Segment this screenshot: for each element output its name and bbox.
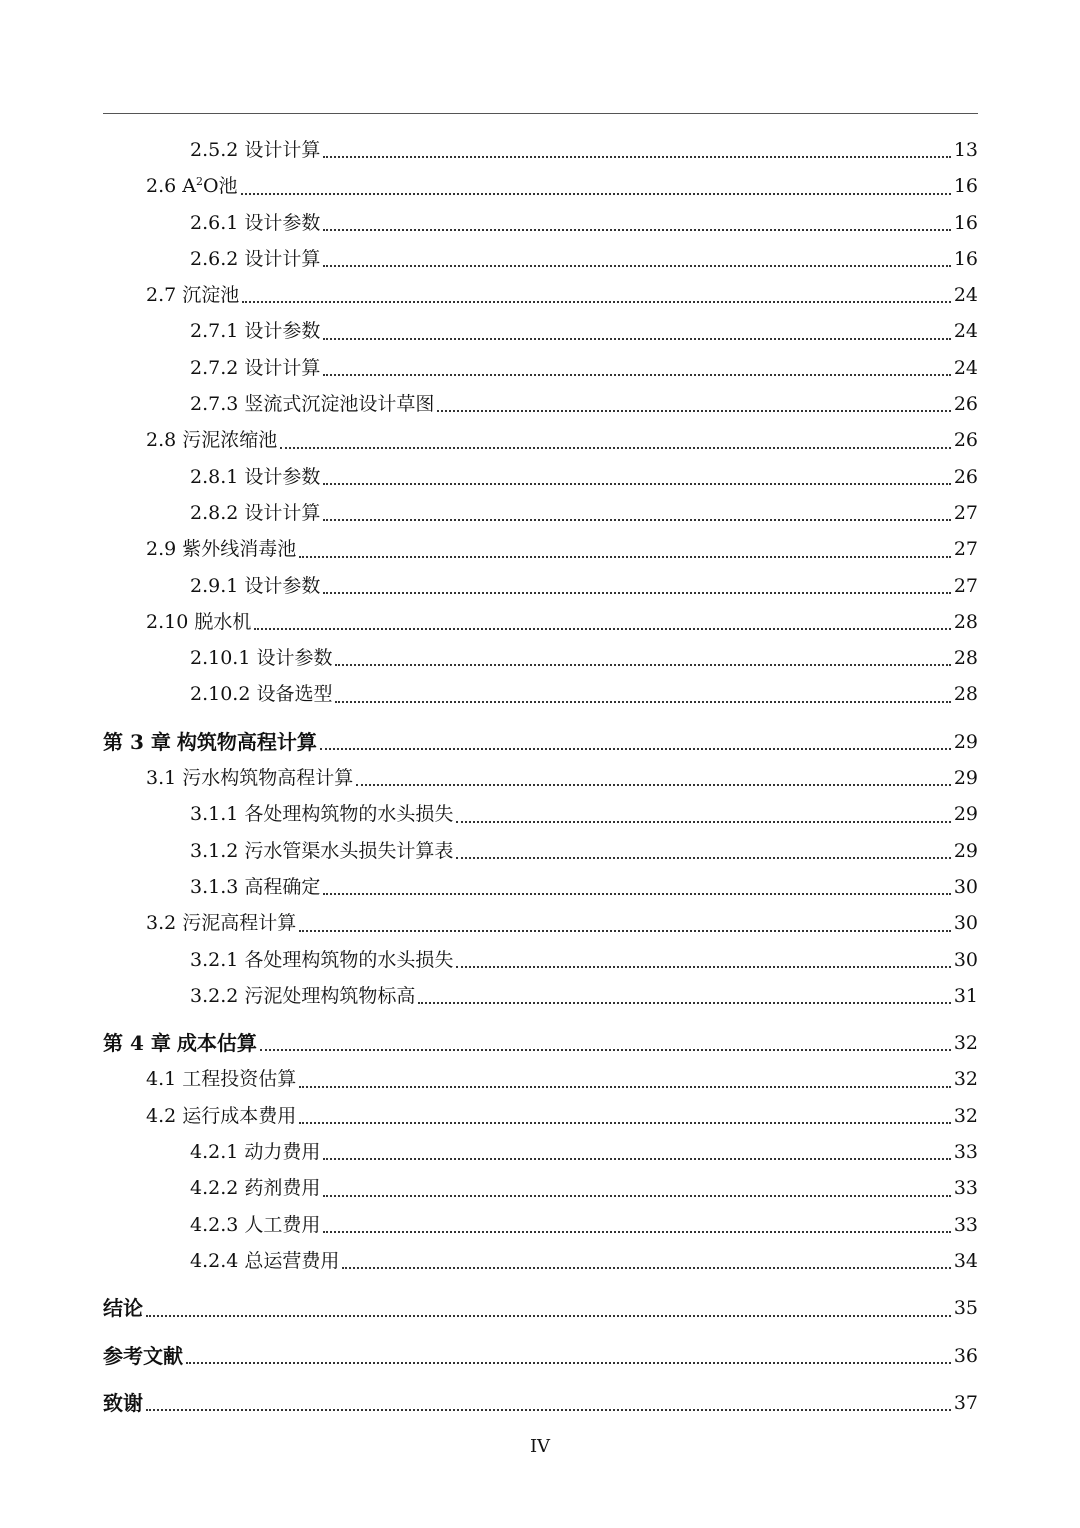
toc-entry-title: 各处理构筑物的水头损失 bbox=[244, 948, 454, 971]
toc-entry-label bbox=[190, 241, 320, 277]
toc-entry-page: 32 bbox=[953, 1068, 978, 1091]
toc-dot-leader bbox=[356, 784, 951, 786]
toc-entry-page: 26 bbox=[953, 393, 978, 416]
toc-dot-leader bbox=[323, 1231, 950, 1233]
toc-entry-number: 第 4 章 bbox=[103, 1031, 171, 1056]
toc-entry-number: 2.8.2 bbox=[190, 501, 239, 524]
toc-entry-title: 污泥高程计算 bbox=[182, 912, 297, 935]
toc-entry-number: 4.2.1 bbox=[190, 1141, 239, 1164]
toc-entry-number: 2.6.2 bbox=[190, 247, 239, 270]
toc-entry[interactable] bbox=[103, 676, 978, 712]
toc-entry[interactable] bbox=[103, 978, 978, 1014]
toc-entry[interactable] bbox=[103, 1061, 978, 1097]
toc-entry-title: 总运营费用 bbox=[244, 1249, 340, 1272]
toc-entry-page: 32 bbox=[953, 1032, 978, 1055]
toc-entry-label bbox=[190, 1134, 320, 1170]
toc-entry-page: 31 bbox=[953, 984, 978, 1007]
toc-entry-number: 3.1 bbox=[146, 767, 177, 790]
toc-entry-page: 28 bbox=[953, 610, 978, 633]
toc-entry-label bbox=[146, 760, 353, 796]
toc-entry-page: 24 bbox=[953, 320, 978, 343]
toc-entry[interactable] bbox=[103, 386, 978, 422]
toc-entry-label bbox=[190, 1207, 320, 1243]
toc-entry-number: 第 3 章 bbox=[103, 729, 171, 754]
toc-entry-label bbox=[190, 495, 320, 531]
toc-entry-label bbox=[190, 313, 320, 349]
toc-entry-label bbox=[146, 1061, 296, 1097]
toc-entry-label bbox=[146, 905, 296, 941]
toc-entry[interactable] bbox=[103, 132, 978, 168]
toc-dot-leader bbox=[323, 156, 950, 158]
toc-entry-title: 设计计算 bbox=[244, 139, 321, 161]
toc-dot-leader bbox=[335, 664, 950, 666]
toc-entry-page: 30 bbox=[953, 912, 978, 935]
toc-entry-title: 工程投资估算 bbox=[182, 1068, 297, 1091]
toc-entry-title: 设计参数 bbox=[244, 320, 321, 343]
toc-entry-number: 3.1.2 bbox=[190, 839, 239, 862]
toc-entry-title: 成本估算 bbox=[176, 1031, 257, 1056]
toc-entry[interactable] bbox=[103, 760, 978, 796]
toc-entry-page: 28 bbox=[953, 647, 978, 670]
toc-entry-title: 设计参数 bbox=[244, 465, 321, 488]
toc-entry-title: 构筑物高程计算 bbox=[176, 729, 317, 754]
toc-entry[interactable] bbox=[103, 1207, 978, 1243]
toc-entry[interactable] bbox=[103, 1290, 978, 1326]
toc-dot-leader bbox=[280, 447, 951, 449]
page-number: IV bbox=[529, 1436, 551, 1457]
toc-entry[interactable] bbox=[103, 1025, 978, 1061]
toc-entry-page: 27 bbox=[953, 501, 978, 524]
toc-entry-label bbox=[190, 568, 320, 604]
toc-entry[interactable] bbox=[103, 724, 978, 760]
toc-entry-label bbox=[190, 1243, 339, 1279]
toc-entry-number: 2.7 bbox=[146, 284, 177, 307]
toc-entry[interactable] bbox=[103, 905, 978, 941]
toc-entry-label bbox=[190, 978, 415, 1014]
toc-dot-leader bbox=[323, 374, 950, 376]
toc-entry[interactable] bbox=[103, 350, 978, 386]
toc-entry-title: 结论 bbox=[103, 1296, 143, 1321]
toc-entry[interactable] bbox=[103, 833, 978, 869]
toc-entry-label bbox=[146, 604, 251, 640]
toc-entry-title: 设计参数 bbox=[244, 211, 321, 234]
toc-dot-leader bbox=[254, 628, 950, 630]
toc-entry[interactable] bbox=[103, 459, 978, 495]
toc-dot-leader bbox=[323, 1195, 950, 1197]
toc-entry-label bbox=[103, 724, 317, 760]
toc-entry-number: 2.10 bbox=[146, 610, 189, 633]
toc-entry-label bbox=[190, 132, 320, 168]
toc-entry-page: 29 bbox=[953, 803, 978, 826]
toc-entry-label bbox=[146, 277, 239, 313]
toc-entry-page: 28 bbox=[953, 683, 978, 706]
toc-entry[interactable] bbox=[103, 313, 978, 349]
toc-entry-page: 26 bbox=[953, 429, 978, 452]
toc-entry-label bbox=[190, 1170, 320, 1206]
toc-entry-page: 29 bbox=[953, 730, 978, 753]
toc-entry[interactable] bbox=[103, 1338, 978, 1374]
toc-entry-title: 池 bbox=[218, 175, 238, 198]
toc-entry[interactable] bbox=[103, 241, 978, 277]
toc-entry-page: 16 bbox=[953, 247, 978, 270]
toc-entry-title: 设备选型 bbox=[256, 683, 333, 706]
toc-entry-number: 2.10.1 bbox=[190, 647, 251, 670]
toc-entry-number: 2.7.3 bbox=[190, 393, 239, 416]
toc-entry-label bbox=[190, 796, 453, 832]
toc-dot-leader bbox=[299, 1122, 951, 1124]
toc-entry-page: 33 bbox=[953, 1177, 978, 1200]
toc-entry-page: 29 bbox=[953, 767, 978, 790]
toc-entry-number: 4.2 bbox=[146, 1104, 177, 1127]
toc-entry-title: 污水构筑物高程计算 bbox=[182, 767, 354, 790]
toc-entry-label bbox=[190, 869, 320, 905]
toc-entry-number: 2.7.1 bbox=[190, 320, 239, 343]
toc-entry-label bbox=[190, 676, 332, 712]
toc-entry-label bbox=[190, 942, 453, 978]
toc-entry-page: 24 bbox=[953, 284, 978, 307]
toc-dot-leader bbox=[299, 556, 951, 558]
toc-entry-label bbox=[190, 459, 320, 495]
toc-entry-number: 2.9 bbox=[146, 538, 177, 561]
toc-entry-label bbox=[103, 1338, 183, 1374]
toc-dot-leader bbox=[342, 1267, 950, 1269]
toc-dot-leader bbox=[320, 748, 951, 750]
toc-entry-number: 2.6.1 bbox=[190, 211, 239, 234]
toc-entry-page: 33 bbox=[953, 1213, 978, 1236]
toc-dot-leader bbox=[437, 410, 950, 412]
toc-entry-label bbox=[190, 386, 434, 422]
toc-entry-formula-suffix: O bbox=[202, 175, 219, 198]
toc-entry-number: 4.1 bbox=[146, 1068, 177, 1091]
toc-entry-title: 污泥处理构筑物标高 bbox=[244, 984, 416, 1007]
toc-entry[interactable] bbox=[103, 531, 978, 567]
toc-entry-title: 人工费用 bbox=[244, 1213, 321, 1236]
toc-dot-leader bbox=[323, 265, 950, 267]
toc-entry-title: 沉淀池 bbox=[182, 284, 240, 307]
toc-entry-title: 运行成本费用 bbox=[182, 1104, 297, 1127]
toc-entry-label bbox=[103, 1025, 257, 1061]
toc-dot-leader bbox=[323, 338, 950, 340]
toc-entry-page: 24 bbox=[953, 356, 978, 379]
toc-dot-leader bbox=[456, 821, 950, 823]
toc-entry-page: 27 bbox=[953, 574, 978, 597]
toc-entry-page: 13 bbox=[953, 139, 978, 161]
table-of-contents bbox=[103, 132, 978, 1421]
toc-entry-label bbox=[146, 168, 238, 204]
toc-entry-page: 30 bbox=[953, 875, 978, 898]
toc-entry[interactable] bbox=[103, 1170, 978, 1206]
toc-entry-page: 34 bbox=[953, 1249, 978, 1272]
toc-entry-label bbox=[146, 1098, 296, 1134]
toc-entry-title: 设计参数 bbox=[244, 574, 321, 597]
toc-entry[interactable] bbox=[103, 495, 978, 531]
toc-entry-title: 致谢 bbox=[103, 1390, 143, 1415]
toc-entry-number: 2.7.2 bbox=[190, 356, 239, 379]
toc-entry-title: 脱水机 bbox=[194, 610, 252, 633]
toc-entry[interactable] bbox=[103, 796, 978, 832]
toc-dot-leader bbox=[323, 483, 950, 485]
toc-entry-title: 高程确定 bbox=[244, 875, 321, 898]
toc-entry[interactable] bbox=[103, 1243, 978, 1279]
toc-entry-page: 36 bbox=[953, 1344, 978, 1367]
toc-entry-title: 竖流式沉淀池设计草图 bbox=[244, 393, 435, 416]
toc-entry-label bbox=[190, 640, 332, 676]
toc-dot-leader bbox=[146, 1315, 951, 1317]
toc-dot-leader bbox=[323, 519, 950, 521]
toc-entry-label bbox=[103, 1385, 143, 1421]
toc-entry-number: 3.1.3 bbox=[190, 875, 239, 898]
toc-entry-number: 4.2.3 bbox=[190, 1213, 239, 1236]
toc-entry-title: 紫外线消毒池 bbox=[182, 538, 297, 561]
toc-entry-page: 27 bbox=[953, 538, 978, 561]
toc-entry-title: 污泥浓缩池 bbox=[182, 429, 278, 452]
toc-entry-number: 3.2.1 bbox=[190, 948, 239, 971]
toc-dot-leader bbox=[323, 229, 950, 231]
toc-entry-title: 设计计算 bbox=[244, 247, 321, 270]
toc-entry[interactable] bbox=[103, 568, 978, 604]
toc-entry-title: 参考文献 bbox=[103, 1343, 183, 1368]
toc-dot-leader bbox=[260, 1049, 951, 1051]
toc-entry-page: 26 bbox=[953, 465, 978, 488]
toc-entry-label bbox=[190, 833, 453, 869]
toc-entry-formula-superscript: 2 bbox=[195, 175, 203, 189]
toc-dot-leader bbox=[323, 893, 950, 895]
toc-dot-leader bbox=[242, 301, 951, 303]
toc-entry-number: 3.2 bbox=[146, 912, 177, 935]
toc-entry-title: 药剂费用 bbox=[244, 1177, 321, 1200]
toc-entry-number: 2.6 bbox=[146, 175, 177, 198]
toc-entry-page: 16 bbox=[953, 211, 978, 234]
toc-entry-number: 4.2.2 bbox=[190, 1177, 239, 1200]
toc-entry-page: 29 bbox=[953, 839, 978, 862]
toc-dot-leader bbox=[335, 701, 950, 703]
toc-dot-leader bbox=[241, 193, 951, 195]
header-rule bbox=[103, 113, 978, 114]
toc-dot-leader bbox=[186, 1362, 951, 1364]
toc-entry-page: 35 bbox=[953, 1297, 978, 1320]
toc-entry-number: 2.8 bbox=[146, 429, 177, 452]
toc-entry-page: 32 bbox=[953, 1104, 978, 1127]
toc-entry[interactable] bbox=[103, 1098, 978, 1134]
toc-dot-leader bbox=[456, 857, 950, 859]
toc-dot-leader bbox=[323, 1158, 950, 1160]
toc-dot-leader bbox=[456, 966, 950, 968]
toc-dot-leader bbox=[323, 592, 950, 594]
toc-entry-title: 污水管渠水头损失计算表 bbox=[244, 839, 454, 862]
toc-entry[interactable] bbox=[103, 205, 978, 241]
toc-entry-number: 2.10.2 bbox=[190, 683, 251, 706]
toc-entry-number: 3.2.2 bbox=[190, 984, 239, 1007]
toc-entry-number: 2.8.1 bbox=[190, 465, 239, 488]
toc-entry-number: 4.2.4 bbox=[190, 1249, 239, 1272]
toc-entry-label bbox=[190, 205, 320, 241]
toc-entry[interactable] bbox=[103, 640, 978, 676]
toc-dot-leader bbox=[299, 930, 951, 932]
toc-entry-page: 30 bbox=[953, 948, 978, 971]
toc-entry-title: 动力费用 bbox=[244, 1141, 321, 1164]
toc-entry-page: 16 bbox=[953, 175, 978, 198]
toc-entry[interactable] bbox=[103, 1385, 978, 1421]
toc-entry-label bbox=[146, 531, 296, 567]
toc-entry-number: 2.5.2 bbox=[190, 139, 239, 161]
toc-entry-title: 设计计算 bbox=[244, 356, 321, 379]
toc-entry-page: 33 bbox=[953, 1141, 978, 1164]
toc-entry-label bbox=[146, 422, 277, 458]
toc-entry-number: 2.9.1 bbox=[190, 574, 239, 597]
toc-entry-formula-prefix: A bbox=[182, 175, 196, 198]
toc-dot-leader bbox=[418, 1002, 950, 1004]
toc-entry-title: 各处理构筑物的水头损失 bbox=[244, 803, 454, 826]
toc-dot-leader bbox=[146, 1409, 951, 1411]
toc-entry[interactable] bbox=[103, 277, 978, 313]
toc-entry[interactable] bbox=[103, 604, 978, 640]
toc-entry-title: 设计参数 bbox=[256, 647, 333, 670]
toc-entry[interactable] bbox=[103, 168, 978, 204]
toc-entry-title: 设计计算 bbox=[244, 501, 321, 524]
toc-entry[interactable] bbox=[103, 869, 978, 905]
toc-entry[interactable] bbox=[103, 942, 978, 978]
toc-entry-number: 3.1.1 bbox=[190, 803, 239, 826]
toc-entry-label bbox=[103, 1290, 143, 1326]
toc-entry-label bbox=[190, 350, 320, 386]
toc-entry[interactable] bbox=[103, 422, 978, 458]
toc-entry-page: 37 bbox=[953, 1391, 978, 1414]
toc-entry[interactable] bbox=[103, 1134, 978, 1170]
toc-dot-leader bbox=[299, 1086, 951, 1088]
